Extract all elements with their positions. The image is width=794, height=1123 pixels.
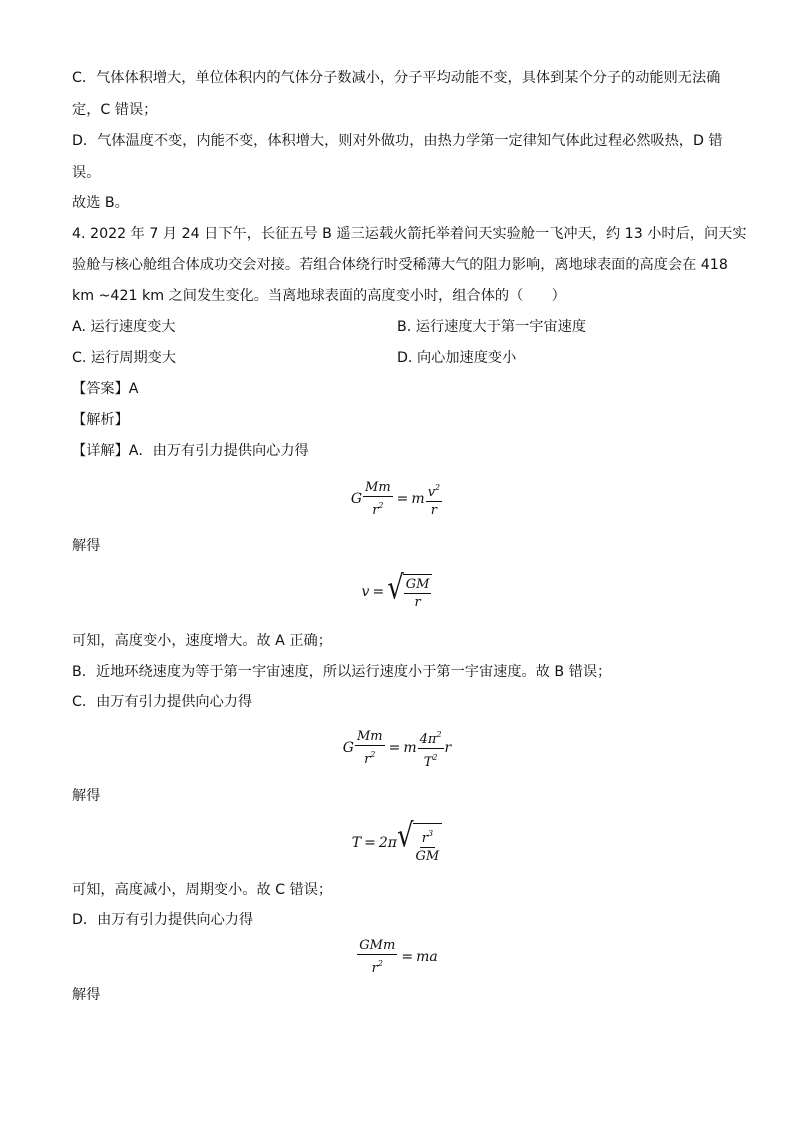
option-d: D. 向心加速度变小: [397, 350, 517, 366]
option-c: C. 运行周期变大: [72, 350, 177, 366]
radicand: [403, 574, 433, 610]
solve-label: 解得: [72, 538, 101, 554]
eq-operator: =: [388, 740, 401, 756]
eq-denominator: [422, 749, 440, 770]
eq-symbol: 4π: [419, 731, 437, 747]
detail-a-text: A．由万有引力提供向心力得: [128, 443, 309, 459]
eq-symbol: r: [444, 740, 452, 756]
fraction: [426, 480, 442, 518]
option-b: B. 运行速度大于第一宇宙速度: [397, 319, 587, 335]
equation-4: [0, 818, 794, 868]
equation-2: [0, 568, 794, 616]
eq-numerator: Mm: [365, 480, 391, 495]
eq-operator: =: [372, 584, 385, 600]
fraction: [355, 729, 385, 767]
option-a: A. 运行速度变大: [72, 319, 176, 335]
eq-numerator: GMm: [359, 938, 396, 953]
text-line: D．由万有引力提供向心力得: [72, 912, 254, 928]
eq-numerator: GM: [405, 577, 430, 592]
eq-exponent: 2: [435, 483, 441, 492]
detail-tag: 【详解】: [72, 443, 129, 459]
eq-denominator: [370, 497, 385, 518]
eq-operator: =: [396, 491, 409, 507]
eq-symbol: m: [403, 740, 417, 756]
answer-line: [72, 379, 722, 399]
answer-value: A: [128, 381, 139, 397]
radicand: [413, 823, 443, 864]
eq-symbol: v: [427, 485, 436, 500]
eq-denominator: r: [430, 503, 438, 518]
eq-numerator: Mm: [356, 729, 383, 744]
eq-operator: =: [401, 949, 414, 965]
text-line: D．气体温度不变，内能不变，体积增大，则对外做功，由热力学第一定律知气体此过程必然吸热，D 错: [72, 133, 723, 149]
question-text: km ~421 km 之间发生变化。当离地球表面的高度变小时，组合体的（ ）: [72, 288, 566, 304]
radical-sign: √: [396, 817, 414, 855]
equation-5: [0, 934, 794, 980]
eq-exponent: 2: [436, 729, 442, 739]
text-line: B．近地环绕速度为等于第一宇宙速度，所以运行速度小于第一宇宙速度。故 B 错误；: [72, 664, 612, 680]
eq-denominator: [370, 955, 385, 976]
square-root: [387, 569, 432, 610]
fraction: [418, 727, 444, 770]
fraction: [404, 577, 432, 610]
eq-exponent: 2: [432, 752, 438, 762]
eq-symbol: 2π: [378, 835, 397, 851]
eq-symbol: T: [351, 835, 362, 851]
eq-symbol: G: [342, 740, 354, 756]
answer-tag: 【答案】: [72, 381, 129, 397]
equation-3: [0, 724, 794, 772]
analysis-tag: 【解析】: [72, 412, 129, 428]
eq-exponent: 3: [427, 828, 434, 838]
eq-symbol: r: [364, 752, 371, 767]
question-text: 验舱与核心舱组合体成功交会对接。若组合体绕行时受稀薄大气的阻力影响，离地球表面的高度会在 418: [72, 257, 728, 273]
eq-symbol: v: [361, 584, 370, 600]
eq-symbol: T: [423, 754, 433, 770]
text-line: 可知，高度变小，速度增大。故 A 正确；: [72, 633, 332, 649]
fraction: [363, 480, 393, 518]
detail-line: [72, 441, 722, 461]
eq-symbol: G: [350, 491, 363, 507]
square-root: [396, 817, 442, 864]
eq-numerator: [420, 826, 435, 848]
eq-exponent: 2: [378, 501, 384, 510]
eq-operator: =: [364, 835, 376, 851]
eq-symbol: r: [372, 503, 379, 518]
solve-label: 解得: [72, 788, 101, 804]
text-line: 误。: [72, 165, 101, 181]
fraction: [414, 826, 442, 864]
eq-denominator: GM: [415, 848, 440, 864]
eq-symbol: r: [371, 961, 378, 976]
fraction: [357, 938, 397, 976]
eq-numerator: [426, 480, 442, 502]
equation-1: [0, 476, 794, 522]
text-line: 可知，高度减小，周期变小。故 C 错误；: [72, 882, 333, 898]
eq-exponent: 2: [377, 959, 383, 968]
text-line: 定，C 错误；: [72, 102, 158, 118]
text-line: C．气体体积增大，单位体积内的气体分子数减小，分子平均动能不变，具体到某个分子的动能则无法确: [72, 70, 721, 86]
eq-numerator: [418, 727, 444, 749]
text-line: 故选 B。: [72, 195, 129, 211]
question-text: 4. 2022 年 7 月 24 日下午，长征五号 B 遥三运载火箭托举着问天实验舱一飞冲天，约 13 小时后，问天实: [72, 226, 747, 242]
radical-sign: √: [387, 569, 404, 607]
text-line: C．由万有引力提供向心力得: [72, 694, 253, 710]
eq-symbol: ma: [416, 949, 438, 965]
solve-label: 解得: [72, 987, 101, 1003]
eq-denominator: [362, 746, 377, 767]
eq-symbol: r: [421, 830, 428, 846]
eq-symbol: m: [411, 491, 425, 507]
eq-exponent: 2: [370, 750, 376, 759]
eq-denominator: r: [414, 595, 421, 610]
